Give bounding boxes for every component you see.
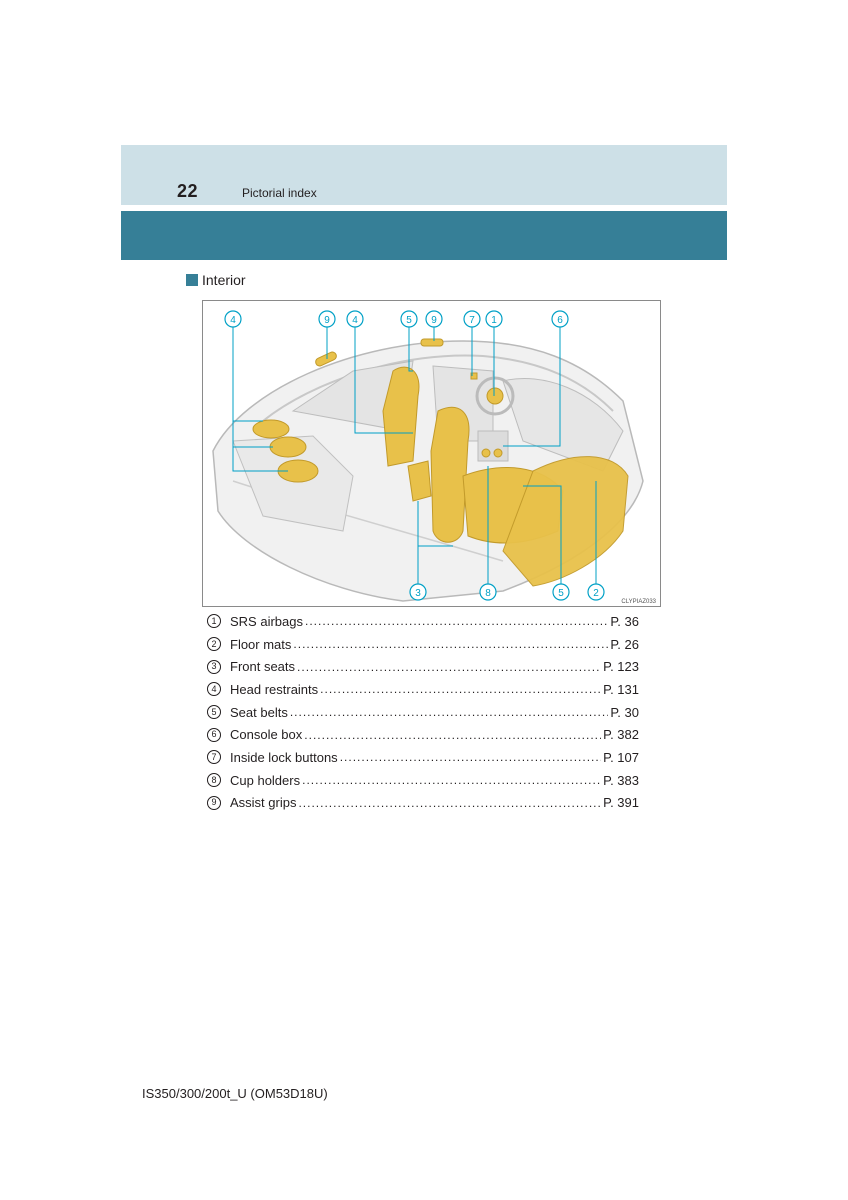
page-reference: P. 107	[603, 749, 639, 765]
callout-top-4: 5	[406, 315, 412, 326]
header-band	[121, 145, 727, 205]
callout-bottom-3: 5	[558, 588, 564, 599]
dot-leader	[340, 750, 601, 764]
item-number: 4	[207, 682, 221, 696]
subsection-heading	[186, 272, 246, 288]
item-number: 1	[207, 614, 221, 628]
callout-top-8: 6	[557, 315, 563, 326]
dot-leader	[297, 660, 601, 674]
item-label: Assist grips	[230, 795, 297, 811]
legend-item	[205, 701, 639, 724]
item-label: Head restraints	[230, 681, 319, 697]
dot-leader	[290, 705, 608, 719]
square-bullet-icon	[186, 274, 198, 286]
dot-leader	[320, 682, 601, 696]
footer-model: IS350/300/200t_U (OM53D18U)	[142, 1086, 328, 1101]
legend-item	[205, 633, 639, 656]
item-label: Cup holders	[230, 772, 301, 788]
legend-item	[205, 678, 639, 701]
subsection-title: Interior	[202, 272, 246, 288]
callout-top-6: 7	[469, 315, 475, 326]
item-number: 6	[207, 728, 221, 742]
dot-leader	[302, 773, 601, 787]
dot-leader	[298, 796, 601, 810]
legend-list	[205, 610, 639, 814]
item-label: Seat belts	[230, 704, 288, 720]
callout-top-2: 9	[324, 315, 330, 326]
dot-leader	[305, 614, 608, 628]
title-bar	[121, 211, 727, 260]
item-number: 2	[207, 637, 221, 651]
section-title: Pictorial index	[242, 186, 317, 200]
page-reference: P. 26	[610, 636, 639, 652]
callout-top-5: 9	[431, 315, 437, 326]
page-reference: P. 131	[603, 681, 639, 697]
car-interior-drawing	[203, 301, 661, 607]
legend-item	[205, 792, 639, 815]
item-number: 8	[207, 773, 221, 787]
item-number: 3	[207, 660, 221, 674]
item-label: Inside lock buttons	[230, 749, 338, 765]
page-reference: P. 382	[603, 727, 639, 743]
item-label: SRS airbags	[230, 613, 303, 629]
page-reference: P. 383	[603, 772, 639, 788]
item-label: Front seats	[230, 659, 296, 675]
legend-item	[205, 610, 639, 633]
page-reference: P. 36	[610, 613, 639, 629]
page-number: 22	[177, 181, 199, 201]
item-label: Floor mats	[230, 636, 292, 652]
item-number: 5	[207, 705, 221, 719]
dot-leader	[293, 637, 608, 651]
callout-bottom-4: 2	[593, 588, 599, 599]
item-number: 7	[207, 750, 221, 764]
legend-item	[205, 746, 639, 769]
figure-code: CLYPIAZ033	[621, 599, 656, 605]
legend-item	[205, 655, 639, 678]
callout-bottom-1: 3	[415, 588, 421, 599]
dot-leader	[304, 728, 601, 742]
callout-bottom-2: 8	[485, 588, 491, 599]
callout-top-3: 4	[352, 315, 358, 326]
legend-item	[205, 723, 639, 746]
callout-top-1: 4	[230, 315, 236, 326]
interior-illustration	[202, 300, 661, 607]
item-number: 9	[207, 796, 221, 810]
page-reference: P. 30	[610, 704, 639, 720]
page-reference: P. 391	[603, 795, 639, 811]
callout-top-7: 1	[491, 315, 497, 326]
legend-item	[205, 769, 639, 792]
page-reference: P. 123	[603, 659, 639, 675]
item-label: Console box	[230, 727, 303, 743]
